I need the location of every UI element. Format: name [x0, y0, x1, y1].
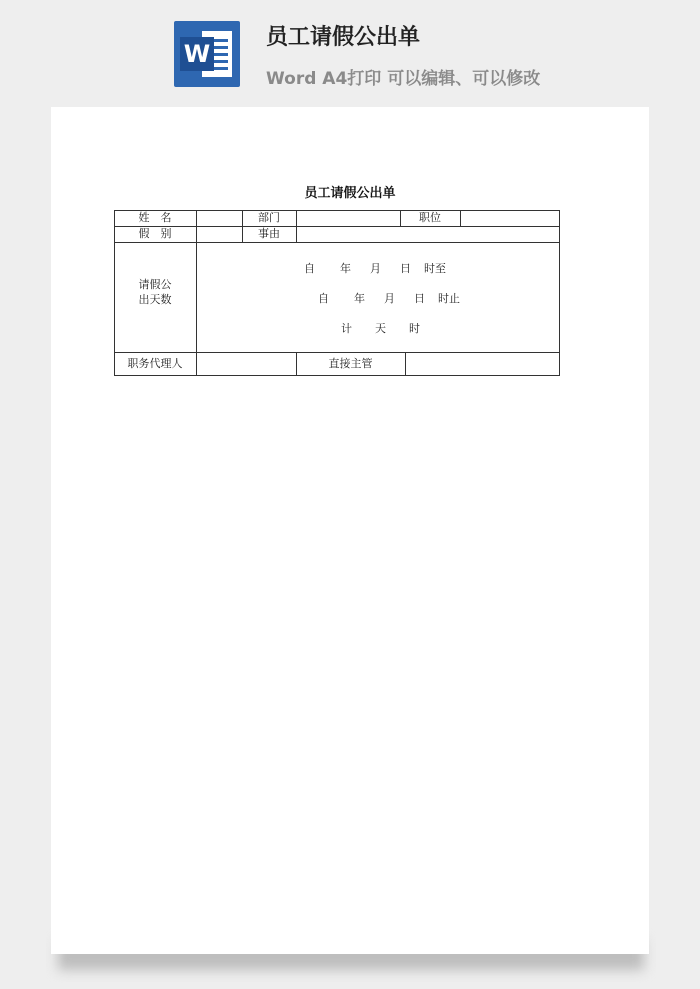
year-word: 年	[340, 262, 351, 275]
leave-type-label: 假 别	[138, 227, 172, 240]
word-letter: W	[180, 37, 214, 71]
column-divider	[296, 210, 297, 242]
year-word: 年	[354, 292, 365, 305]
document-title: 员工请假公出单	[304, 186, 396, 201]
hours-word: 时	[409, 322, 420, 335]
name-label: 姓 名	[138, 211, 172, 224]
days-word: 天	[375, 322, 386, 335]
total-word: 计	[341, 322, 352, 335]
row-divider	[114, 242, 560, 243]
position-label: 职位	[419, 211, 441, 224]
leave-days-label-line2: 出天数	[138, 293, 172, 306]
leave-form-table	[114, 210, 560, 376]
column-divider	[405, 352, 406, 376]
deputy-label: 职务代理人	[127, 357, 183, 370]
supervisor-label: 直接主管	[328, 357, 373, 370]
header	[0, 0, 700, 100]
leave-days-label-line1: 请假公	[138, 278, 172, 291]
reason-label: 事由	[258, 227, 280, 240]
period-total-line[interactable]	[341, 320, 420, 336]
hour-word: 时至	[424, 262, 446, 275]
word-icon	[174, 21, 240, 87]
leave-days-label	[114, 277, 196, 307]
column-divider	[460, 210, 461, 226]
day-word: 日	[400, 262, 411, 275]
month-word: 月	[384, 292, 395, 305]
page-title: 员工请假公出单	[266, 25, 421, 50]
from-word: 自	[304, 262, 315, 275]
document-page	[51, 107, 649, 954]
hour-word: 时止	[438, 292, 460, 305]
period-start-line[interactable]	[304, 260, 446, 276]
department-label: 部门	[258, 211, 280, 224]
column-divider	[196, 210, 197, 376]
period-end-line[interactable]	[318, 290, 460, 306]
day-word: 日	[414, 292, 425, 305]
page-subtitle: Word A4打印 可以编辑、可以修改	[266, 69, 541, 89]
month-word: 月	[370, 262, 381, 275]
from-word: 自	[318, 292, 329, 305]
